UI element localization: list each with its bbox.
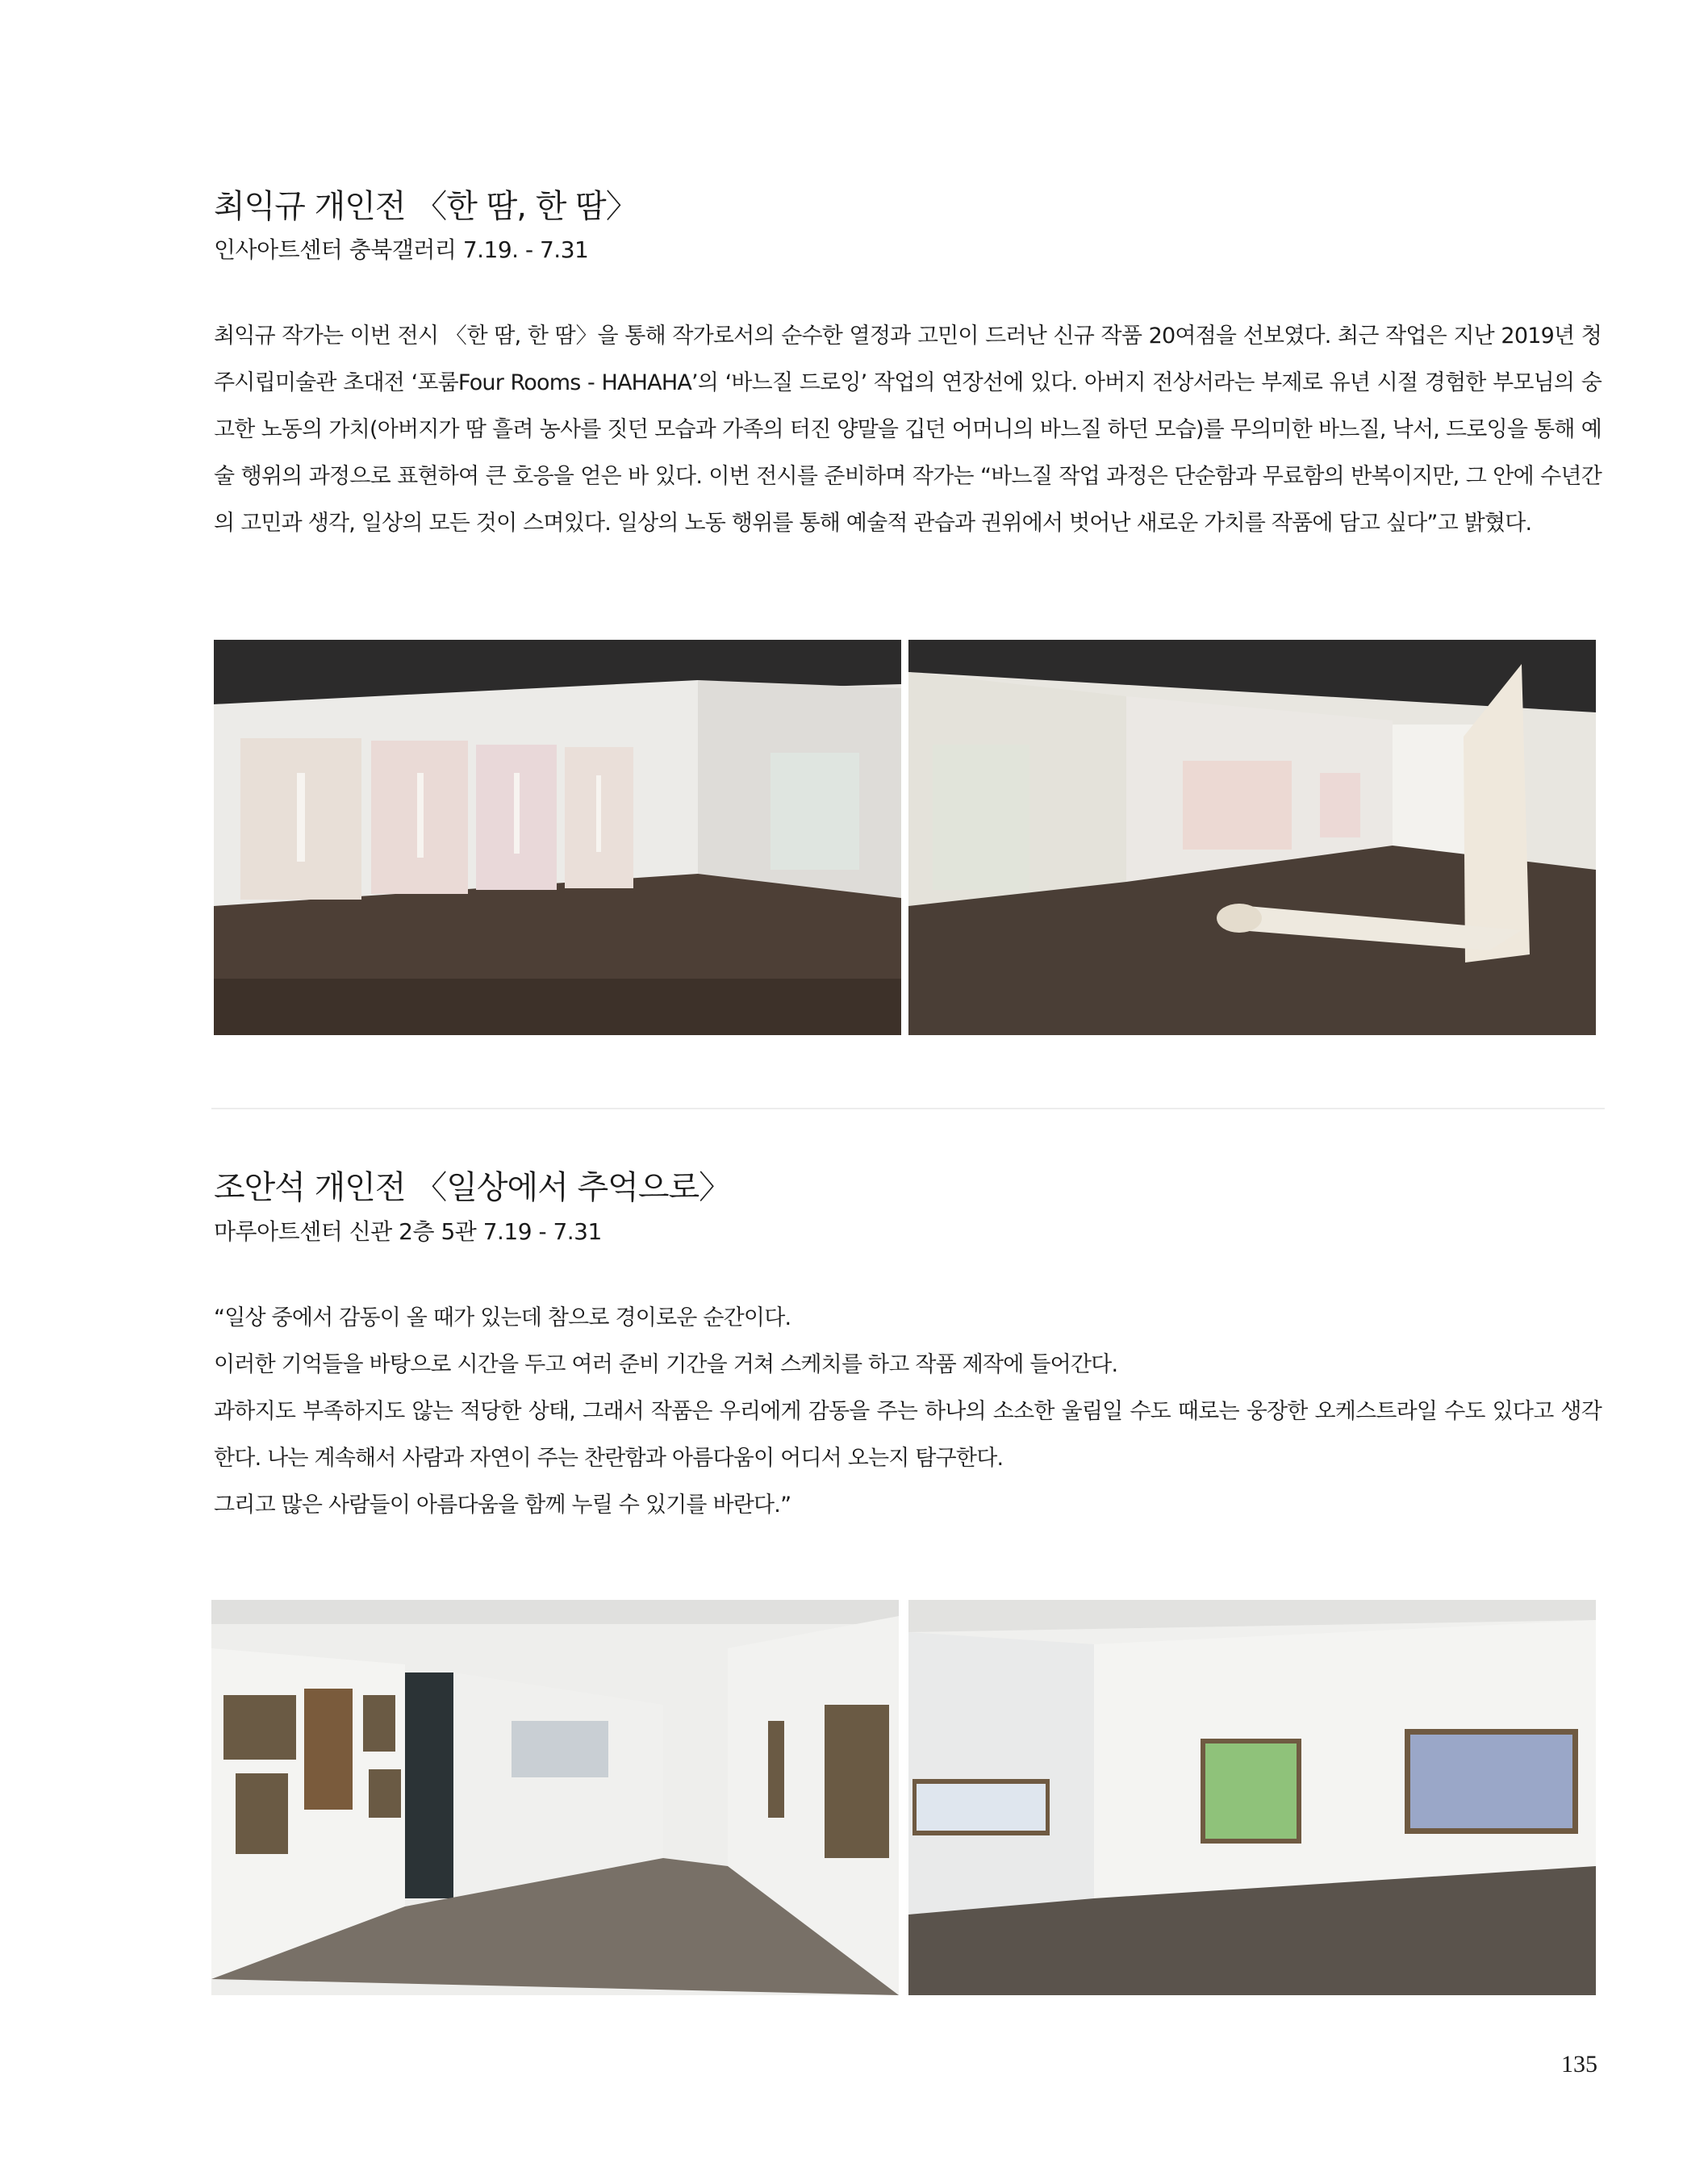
section2-subtitle: 마루아트센터 신관 2층 5관 7.19 - 7.31 bbox=[214, 1218, 602, 1245]
section2-paragraph: 그리고 많은 사람들이 아름다움을 함께 누릴 수 있기를 바란다.” bbox=[214, 1493, 791, 1518]
section1-title: 최익규 개인전 〈한 땀, 한 땀〉 bbox=[214, 188, 637, 225]
section2-paragraph: “일상 중에서 감동이 올 때가 있는데 참으로 경이로운 순간이다. bbox=[214, 1305, 791, 1330]
page-number: 135 bbox=[1561, 2051, 1597, 2078]
section2-paragraph: 이러한 기억들을 바탕으로 시간을 두고 여러 준비 기간을 거쳐 스케치를 하고 작품 제작에 들어간다. bbox=[214, 1352, 1118, 1377]
section1-subtitle: 인사아트센터 충북갤러리 7.19. - 7.31 bbox=[214, 236, 589, 263]
section-divider bbox=[211, 1108, 1605, 1109]
section1-body bbox=[214, 313, 1602, 547]
gallery-photo-fabric-roll bbox=[908, 640, 1596, 1035]
section1-paragraph: 최익규 작가는 이번 전시 〈한 땀, 한 땀〉을 통해 작가로서의 순수한 열정과 고민이 드러난 신규 작품 20여점을 선보였다. 최근 작업은 지난 2019년 청주시립미술관 초대전 ‘포룸Four Rooms - HAHAHA’의 ‘바느질 드로잉’ 작업의 연장선에 있다. 아버지 전상서라는 부제로 유년 시절 경험한 부모님의 숭고한 노동의 가치(아버지가 땀 흘려 농사를 짓던 모습과 가족의 터진 양말을 깁던 어머니의 바느질 하던 모습)를 무의미한 바느질, 낙서, 드로잉을 통해 예술 행위의 과정으로 표현하여 큰 호응을 얻은 바 있다. 이번 전시를 준비하며 작가는 “바느질 작업 과정은 단순함과 무료함의 반복이지만, 그 안에 수년간의 고민과 생각, 일상의 모든 것이 스며있다. 일상의 노동 행위를 통해 예술적 관습과 권위에서 벗어난 새로운 가치를 작품에 담고 싶다”고 밝혔다. bbox=[214, 324, 1602, 536]
section2-title: 조안석 개인전 〈일상에서 추억으로〉 bbox=[214, 1169, 731, 1206]
section2-body bbox=[214, 1295, 1602, 1529]
gallery-photo-landscape-hall bbox=[211, 1600, 899, 1995]
gallery-photo-flower-paintings bbox=[908, 1600, 1596, 1995]
gallery-photo-stitched-panels bbox=[214, 640, 901, 1035]
section2-paragraph: 과하지도 부족하지도 않는 적당한 상태, 그래서 작품은 우리에게 감동을 주는 하나의 소소한 울림일 수도 때로는 웅장한 오케스트라일 수도 있다고 생각한다. 나는 계속해서 사람과 자연이 주는 찬란함과 아름다움이 어디서 오는지 탐구한다. bbox=[214, 1399, 1602, 1471]
